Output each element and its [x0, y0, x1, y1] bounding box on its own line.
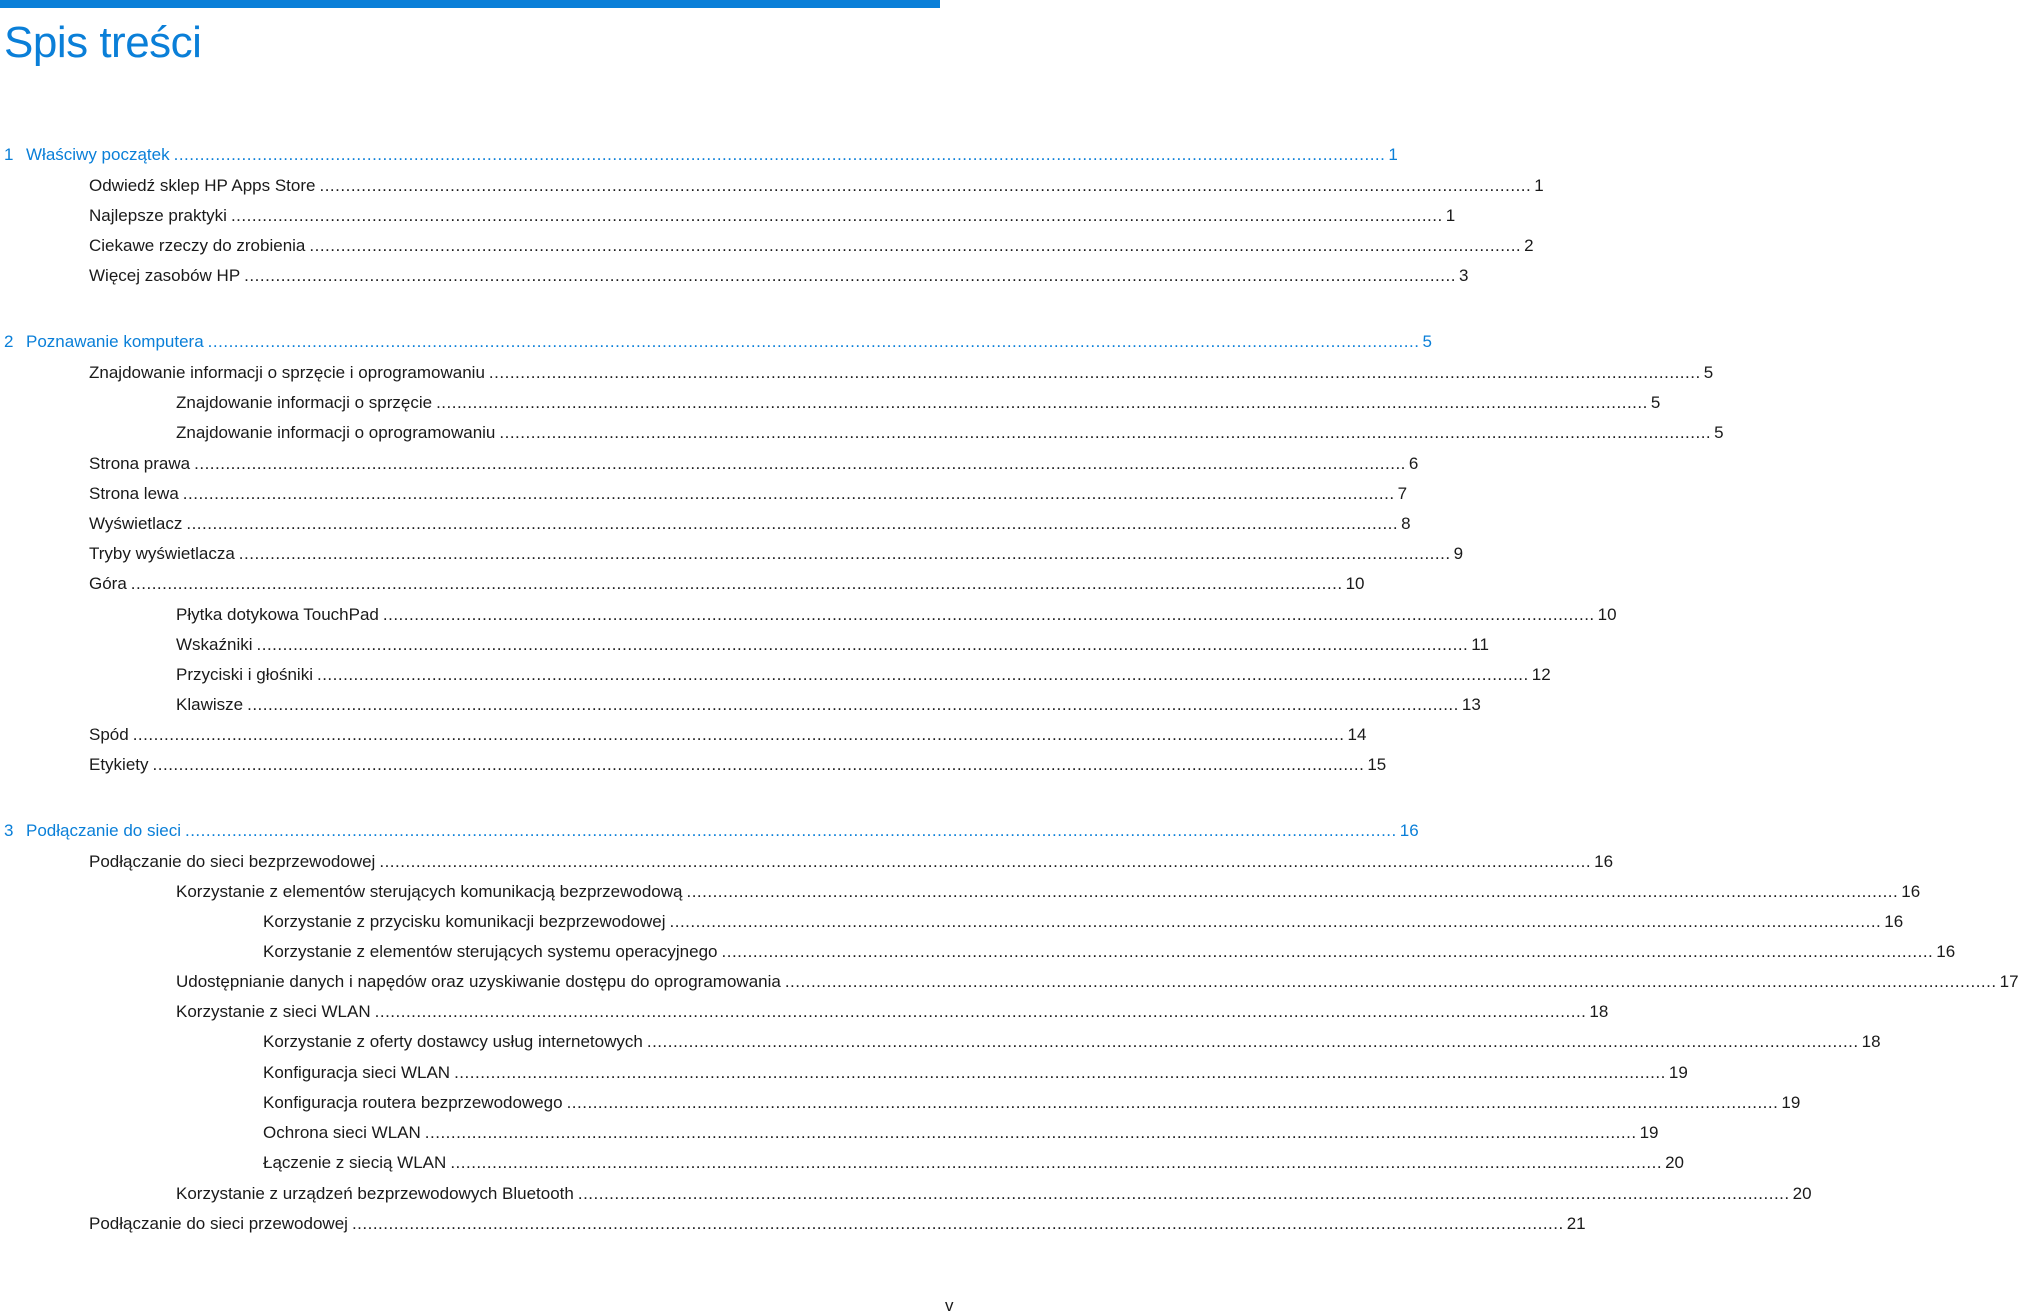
toc-entry-label: Przyciski i głośniki [176, 665, 313, 684]
toc-entry-label: Korzystanie z sieci WLAN [176, 1002, 371, 1021]
dot-leader: ........................................................................................................................................................................................................................................ [194, 454, 1406, 473]
toc-entry-title [4, 143, 170, 167]
toc-entry-label: Znajdowanie informacji o sprzęcie [176, 393, 433, 412]
toc-entry-title [263, 1030, 643, 1054]
toc-page-number: 16 [1399, 821, 1419, 840]
toc-entry-label: Konfiguracja routera bezprzewodowego [263, 1093, 563, 1112]
dot-leader: ........................................................................................................................................................................................................................................ [207, 332, 1420, 351]
toc-entry-link[interactable] [89, 1212, 1586, 1236]
dot-leader: ........................................................................................................................................................................................................................................ [566, 1093, 1779, 1112]
toc-entry-label: Poznawanie komputera [26, 332, 204, 351]
toc-entry-label: Korzystanie z elementów sterujących systemu operacyjnego [263, 942, 718, 961]
chapter-number: 1 [4, 145, 14, 164]
toc-entry-link[interactable] [176, 1182, 1812, 1206]
header-accent-bar [0, 0, 940, 8]
dot-leader: ........................................................................................................................................................................................................................................ [669, 912, 1882, 931]
toc-page-number: 5 [1422, 332, 1432, 351]
toc-entry-title [89, 204, 227, 228]
dot-leader: ........................................................................................................................................................................................................................................ [244, 266, 1456, 285]
toc-entry-link[interactable] [263, 1121, 1659, 1145]
toc-entry-title [89, 542, 235, 566]
toc-entry-link[interactable] [176, 693, 1481, 717]
toc-entry-title [176, 693, 243, 717]
toc-entry-label: Więcej zasobów HP [89, 266, 241, 285]
toc-entry-link[interactable] [89, 234, 1534, 258]
toc-entry-label: Spód [89, 725, 129, 744]
toc-entry-label: Właściwy początek [26, 145, 170, 164]
toc-page-number: 16 [1901, 882, 1921, 901]
toc-entry-title [89, 723, 129, 747]
toc-page-number: 10 [1597, 605, 1617, 624]
dot-leader: ........................................................................................................................................................................................................................................ [382, 605, 1595, 624]
toc-entry-title [176, 970, 781, 994]
toc-entry-link[interactable] [263, 910, 1904, 934]
toc-entry-link[interactable] [89, 174, 1544, 198]
toc-entry-label: Udostępnianie danych i napędów oraz uzyskiwanie dostępu do oprogramowania [176, 972, 781, 991]
chapter-number: 2 [4, 332, 14, 351]
toc-page-number: 16 [1884, 912, 1904, 931]
toc-page-number: 20 [1665, 1153, 1685, 1172]
toc-entry-title [176, 603, 379, 627]
dot-leader: ........................................................................................................................................................................................................................................ [152, 755, 1365, 774]
toc-entry-label: Łączenie z siecią WLAN [263, 1153, 447, 1172]
toc-entry-title [263, 1061, 450, 1085]
toc-entry-title [89, 264, 240, 288]
toc-entry-label: Płytka dotykowa TouchPad [176, 605, 379, 624]
dot-leader: ........................................................................................................................................................................................................................................ [450, 1153, 1663, 1172]
toc-page-number: 18 [1589, 1002, 1609, 1021]
dot-leader: ........................................................................................................................................................................................................................................ [132, 725, 1345, 744]
toc-entry-label: Podłączanie do sieci przewodowej [89, 1214, 348, 1233]
toc-entry-title [263, 1091, 563, 1115]
toc-entry-link[interactable] [263, 1151, 1685, 1175]
toc-entry-link[interactable] [176, 603, 1617, 627]
toc-entry-label: Najlepsze praktyki [89, 206, 227, 225]
toc-entry-label: Etykiety [89, 755, 149, 774]
toc-entry-label: Wskaźniki [176, 635, 253, 654]
toc-page-number: 13 [1461, 695, 1481, 714]
toc-page-number: 21 [1566, 1214, 1586, 1233]
dot-leader: ........................................................................................................................................................................................................................................ [499, 423, 1712, 442]
dot-leader: ........................................................................................................................................................................................................................................ [186, 514, 1399, 533]
toc-entry-label: Znajdowanie informacji o sprzęcie i oprogramowaniu [89, 363, 485, 382]
toc-entry-link[interactable] [176, 970, 2019, 994]
toc-entry-link[interactable] [89, 264, 1469, 288]
toc-page-number: 16 [1594, 852, 1614, 871]
toc-entry-title [89, 753, 149, 777]
toc-entry-title [89, 361, 485, 385]
page-number: v [945, 1296, 954, 1315]
toc-entry-title [263, 940, 718, 964]
toc-entry-title [176, 1000, 371, 1024]
toc-page-number: 17 [1999, 972, 2019, 991]
toc-entry-title [263, 1151, 446, 1175]
toc-page-number: 5 [1714, 423, 1724, 442]
toc-entry-link[interactable] [263, 1061, 1688, 1085]
toc-entry-title [89, 452, 190, 476]
toc-page-number: 18 [1861, 1032, 1881, 1051]
toc-page-number: 19 [1668, 1063, 1688, 1082]
toc-entry-title [263, 910, 666, 934]
dot-leader: ........................................................................................................................................................................................................................................ [256, 635, 1469, 654]
toc-page-number: 8 [1401, 514, 1411, 533]
toc-page-number: 19 [1639, 1123, 1659, 1142]
toc-page-number: 12 [1531, 665, 1551, 684]
dot-leader: ........................................................................................................................................................................................................................................ [173, 145, 1386, 164]
toc-chapter-link[interactable] [4, 819, 1419, 843]
toc-entry-title [176, 421, 495, 445]
toc-entry-title [89, 174, 315, 198]
toc-entry-label: Konfiguracja sieci WLAN [263, 1063, 451, 1082]
toc-entry-label: Tryby wyświetlacza [89, 544, 235, 563]
toc-page-number: 3 [1458, 266, 1469, 285]
chapter-number: 3 [4, 821, 14, 840]
dot-leader: ........................................................................................................................................................................................................................................ [436, 393, 1648, 412]
toc-page-number: 5 [1650, 393, 1661, 412]
toc-entry-link[interactable] [89, 512, 1411, 536]
toc-chapter-link[interactable] [4, 143, 1398, 167]
toc-entry-link[interactable] [176, 880, 1921, 904]
toc-page-number: 1 [1445, 206, 1456, 225]
toc-entry-link[interactable] [263, 1030, 1881, 1054]
toc-entry-link[interactable] [176, 633, 1489, 657]
toc-page-number: 15 [1367, 755, 1387, 774]
dot-leader: ........................................................................................................................................................................................................................................ [247, 695, 1459, 714]
toc-page-number: 7 [1397, 484, 1408, 503]
toc-entry-link[interactable] [176, 1000, 1609, 1024]
dot-leader: ........................................................................................................................................................................................................................................ [238, 544, 1451, 563]
dot-leader: ........................................................................................................................................................................................................................................ [379, 852, 1592, 871]
dot-leader: ........................................................................................................................................................................................................................................ [184, 821, 1397, 840]
toc-entry-link[interactable] [89, 753, 1387, 777]
toc-entry-link[interactable] [89, 361, 1714, 385]
toc-entry-link[interactable] [89, 452, 1419, 476]
toc-entry-label: Strona prawa [89, 454, 191, 473]
toc-entry-link[interactable] [89, 204, 1456, 228]
dot-leader: ........................................................................................................................................................................................................................................ [309, 236, 1522, 255]
toc-entry-title [176, 391, 432, 415]
toc-entry-link[interactable] [89, 572, 1365, 596]
toc-entry-title [176, 1182, 574, 1206]
toc-entry-link[interactable] [89, 723, 1367, 747]
toc-page-number: 11 [1471, 635, 1489, 654]
toc-entry-label: Klawisze [176, 695, 244, 714]
toc-page-number: 10 [1345, 574, 1365, 593]
dot-leader: ........................................................................................................................................................................................................................................ [182, 484, 1395, 503]
toc-entry-link[interactable] [176, 663, 1551, 687]
dot-leader: ........................................................................................................................................................................................................................................ [454, 1063, 1666, 1082]
toc-entry-link[interactable] [176, 421, 1724, 445]
toc-entry-label: Ciekawe rzeczy do zrobienia [89, 236, 306, 255]
toc-page-number: 16 [1936, 942, 1956, 961]
toc-page-number: 1 [1388, 145, 1398, 164]
dot-leader: ........................................................................................................................................................................................................................................ [230, 206, 1443, 225]
dot-leader: ........................................................................................................................................................................................................................................ [686, 882, 1899, 901]
dot-leader: ........................................................................................................................................................................................................................................ [721, 942, 1934, 961]
toc-entry-title [89, 234, 305, 258]
toc-entry-label: Strona lewa [89, 484, 179, 503]
dot-leader: ........................................................................................................................................................................................................................................ [424, 1123, 1637, 1142]
toc-entry-label: Korzystanie z elementów sterujących komunikacją bezprzewodową [176, 882, 683, 901]
toc-entry-title [176, 633, 253, 657]
toc-entry-label: Znajdowanie informacji o oprogramowaniu [176, 423, 496, 442]
toc-page-number: 2 [1524, 236, 1534, 255]
dot-leader: ........................................................................................................................................................................................................................................ [488, 363, 1701, 382]
toc-entry-title [263, 1121, 421, 1145]
toc-entry-label: Odwiedź sklep HP Apps Store [89, 176, 316, 195]
dot-leader: ........................................................................................................................................................................................................................................ [351, 1214, 1564, 1233]
dot-leader: ........................................................................................................................................................................................................................................ [374, 1002, 1587, 1021]
toc-page-number: 20 [1792, 1184, 1812, 1203]
toc-entry-link[interactable] [89, 850, 1614, 874]
toc-entry-title [4, 819, 181, 843]
toc-entry-label: Podłączanie do sieci bezprzewodowej [89, 852, 376, 871]
toc-entry-title [89, 482, 179, 506]
toc-chapter-link[interactable] [4, 330, 1432, 354]
toc-entry-title [89, 850, 375, 874]
toc-entry-label: Ochrona sieci WLAN [263, 1123, 421, 1142]
toc-entry-link[interactable] [263, 1091, 1801, 1115]
toc-entry-link[interactable] [176, 391, 1661, 415]
toc-entry-link[interactable] [89, 482, 1408, 506]
page-title: Spis treści [4, 18, 202, 67]
toc-entry-link[interactable] [263, 940, 1956, 964]
toc-entry-title [89, 1212, 348, 1236]
toc-entry-label: Góra [89, 574, 127, 593]
toc-entry-label: Wyświetlacz [89, 514, 183, 533]
toc-entry-title [89, 512, 182, 536]
toc-entry-link[interactable] [89, 542, 1464, 566]
toc-entry-label: Korzystanie z oferty dostawcy usług internetowych [263, 1032, 643, 1051]
toc-entry-label: Podłączanie do sieci [26, 821, 181, 840]
toc-entry-title [176, 663, 313, 687]
toc-entry-title [176, 880, 682, 904]
toc-entry-label: Korzystanie z urządzeń bezprzewodowych Bluetooth [176, 1184, 574, 1203]
toc-entry-title [4, 330, 204, 354]
toc-page-number: 9 [1453, 544, 1464, 563]
toc-page-number: 5 [1703, 363, 1714, 382]
toc-page-number: 6 [1408, 454, 1419, 473]
toc-page-number: 14 [1347, 725, 1367, 744]
toc-entry-title [89, 572, 127, 596]
toc-page-number: 19 [1781, 1093, 1801, 1112]
toc-page-number: 1 [1534, 176, 1544, 195]
dot-leader: ........................................................................................................................................................................................................................................ [646, 1032, 1859, 1051]
toc-entry-label: Korzystanie z przycisku komunikacji bezprzewodowej [263, 912, 666, 931]
dot-leader: ........................................................................................................................................................................................................................................ [319, 176, 1532, 195]
dot-leader: ........................................................................................................................................................................................................................................ [577, 1184, 1790, 1203]
dot-leader: ........................................................................................................................................................................................................................................ [130, 574, 1343, 593]
dot-leader: ........................................................................................................................................................................................................................................ [784, 972, 1997, 991]
dot-leader: ........................................................................................................................................................................................................................................ [316, 665, 1529, 684]
